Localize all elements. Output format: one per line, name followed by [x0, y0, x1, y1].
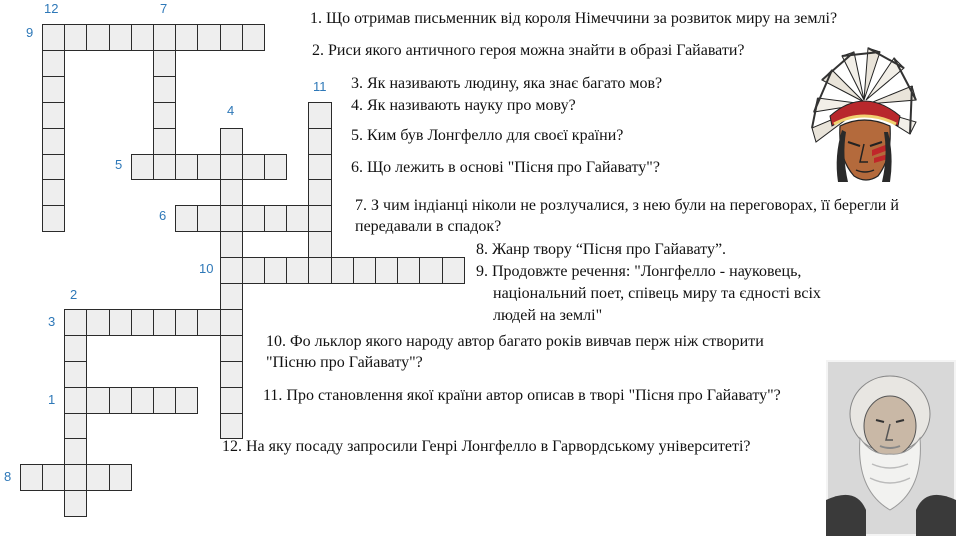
crossword-cell[interactable]	[375, 257, 398, 284]
crossword-cell[interactable]	[42, 102, 65, 129]
clue-8: 8. Жанр твору “Пісня про Гайавату”.	[476, 241, 727, 258]
crossword-cell[interactable]	[42, 154, 65, 180]
crossword-cell[interactable]	[175, 154, 198, 180]
crossword-cell[interactable]	[42, 24, 65, 51]
crossword-cell[interactable]	[153, 387, 176, 414]
clue-1: 1. Що отримав письменник від короля Німеччини за розвиток миру на землі?	[310, 10, 838, 27]
crossword-cell[interactable]	[220, 179, 243, 206]
grid-number-1: 1	[48, 392, 56, 407]
crossword-cell[interactable]	[397, 257, 420, 284]
grid-number-11: 11	[313, 79, 327, 94]
crossword-cell[interactable]	[242, 257, 265, 284]
crossword-cell[interactable]	[109, 309, 132, 336]
crossword-cell[interactable]	[42, 76, 65, 103]
crossword-cell[interactable]	[175, 24, 198, 51]
crossword-cell[interactable]	[153, 102, 176, 129]
grid-number-3: 3	[48, 314, 56, 329]
crossword-cell[interactable]	[64, 361, 87, 388]
crossword-cell[interactable]	[64, 464, 87, 491]
crossword-cell[interactable]	[64, 438, 87, 465]
crossword-cell[interactable]	[220, 309, 243, 336]
crossword-cell[interactable]	[175, 205, 198, 232]
crossword-cell[interactable]	[153, 154, 176, 180]
crossword-cell[interactable]	[42, 50, 65, 77]
crossword-cell[interactable]	[242, 205, 265, 232]
crossword-cell[interactable]	[109, 387, 132, 414]
crossword-cell[interactable]	[308, 102, 332, 129]
clue-9-line-3: людей на землі"	[493, 307, 603, 324]
crossword-cell[interactable]	[308, 231, 332, 258]
crossword-cell[interactable]	[153, 50, 176, 77]
grid-number-5: 5	[115, 157, 123, 172]
grid-number-7: 7	[160, 1, 168, 16]
crossword-cell[interactable]	[242, 24, 265, 51]
crossword-cell[interactable]	[286, 205, 309, 232]
crossword-cell[interactable]	[197, 24, 221, 51]
crossword-cell[interactable]	[220, 335, 243, 362]
crossword-cell[interactable]	[264, 257, 287, 284]
crossword-cell[interactable]	[131, 24, 154, 51]
crossword-cell[interactable]	[64, 490, 87, 517]
crossword-cell[interactable]	[86, 387, 110, 414]
clue-3: 3. Як називають людину, яка знає багато мов?	[351, 75, 663, 92]
crossword-cell[interactable]	[64, 387, 87, 414]
crossword-cell[interactable]	[64, 413, 87, 439]
crossword-cell[interactable]	[331, 257, 354, 284]
crossword-cell[interactable]	[220, 154, 243, 180]
crossword-cell[interactable]	[197, 309, 221, 336]
crossword-cell[interactable]	[175, 309, 198, 336]
clue-7: 7. З чим індіанці ніколи не розлучалися, з нею були на переговорах, її берегли й передавали в спадок?	[355, 197, 899, 235]
crossword-cell[interactable]	[153, 309, 176, 336]
grid-number-8: 8	[4, 469, 12, 484]
clue-6: 6. Що лежить в основі "Пісня про Гайавату"?	[351, 159, 660, 176]
crossword-cell[interactable]	[264, 205, 287, 232]
crossword-cell[interactable]	[153, 128, 176, 155]
grid-number-6: 6	[159, 208, 167, 223]
crossword-cell[interactable]	[153, 24, 176, 51]
crossword-cell[interactable]	[64, 24, 87, 51]
crossword-cell[interactable]	[42, 464, 65, 491]
crossword-cell[interactable]	[286, 257, 309, 284]
longfellow-portrait-image	[826, 360, 956, 536]
crossword-cell[interactable]	[220, 128, 243, 155]
crossword-cell[interactable]	[220, 361, 243, 388]
grid-number-12: 12	[44, 1, 59, 16]
clue-4: 4. Як називають науку про мову?	[351, 97, 576, 114]
crossword-cell[interactable]	[86, 24, 110, 51]
crossword-cell[interactable]	[86, 309, 110, 336]
crossword-cell[interactable]	[308, 205, 332, 232]
crossword-cell[interactable]	[175, 387, 198, 414]
clue-9-line-2: національний поет, співець миру та єдності всіх	[493, 285, 821, 302]
crossword-cell[interactable]	[197, 154, 221, 180]
crossword-cell[interactable]	[353, 257, 376, 284]
crossword-cell[interactable]	[131, 309, 154, 336]
crossword-cell[interactable]	[419, 257, 443, 284]
crossword-cell[interactable]	[42, 128, 65, 155]
crossword-cell[interactable]	[242, 154, 265, 180]
clue-11: 11. Про становлення якої країни автор описав в творі "Пісня про Гайавату"?	[263, 387, 781, 404]
clue-12: 12. На яку посаду запросили Генрі Лонгфелло в Гарвордському університеті?	[222, 438, 751, 455]
grid-number-2: 2	[70, 287, 78, 302]
crossword-cell[interactable]	[20, 464, 43, 491]
crossword-cell[interactable]	[220, 231, 243, 258]
crossword-cell[interactable]	[308, 128, 332, 155]
crossword-cell[interactable]	[42, 179, 65, 206]
crossword-cell[interactable]	[153, 76, 176, 103]
crossword-cell[interactable]	[131, 387, 154, 414]
crossword-cell[interactable]	[64, 309, 87, 336]
crossword-cell[interactable]	[42, 205, 65, 232]
crossword-cell[interactable]	[264, 154, 287, 180]
grid-number-4: 4	[227, 103, 235, 118]
crossword-cell[interactable]	[220, 24, 243, 51]
clue-9-line-1: 9. Продовжте речення: "Лонгфелло - науковець,	[476, 263, 802, 280]
crossword-cell[interactable]	[197, 205, 221, 232]
crossword-cell[interactable]	[86, 464, 110, 491]
crossword-cell[interactable]	[109, 464, 132, 491]
crossword-cell[interactable]	[442, 257, 465, 284]
crossword-cell[interactable]	[308, 179, 332, 206]
clue-5: 5. Ким був Лонгфелло для своєї країни?	[351, 127, 624, 144]
crossword-cell[interactable]	[220, 257, 243, 284]
grid-number-9: 9	[26, 25, 34, 40]
crossword-cell[interactable]	[308, 154, 332, 180]
native-chief-image	[808, 46, 920, 186]
crossword-cell[interactable]	[131, 154, 154, 180]
crossword-cell[interactable]	[220, 205, 243, 232]
clue-2: 2. Риси якого античного героя можна знайти в образі Гайавати?	[312, 42, 745, 59]
grid-number-10: 10	[199, 261, 214, 276]
clue-10: 10. Фо льклор якого народу автор багато років вивчав перж ніж створити "Пісню про Гайавату"?	[266, 333, 764, 371]
crossword-cell[interactable]	[220, 387, 243, 414]
crossword-cell[interactable]	[109, 24, 132, 51]
crossword-cell[interactable]	[308, 257, 332, 284]
crossword-cell[interactable]	[220, 283, 243, 310]
crossword-cell[interactable]	[64, 335, 87, 362]
